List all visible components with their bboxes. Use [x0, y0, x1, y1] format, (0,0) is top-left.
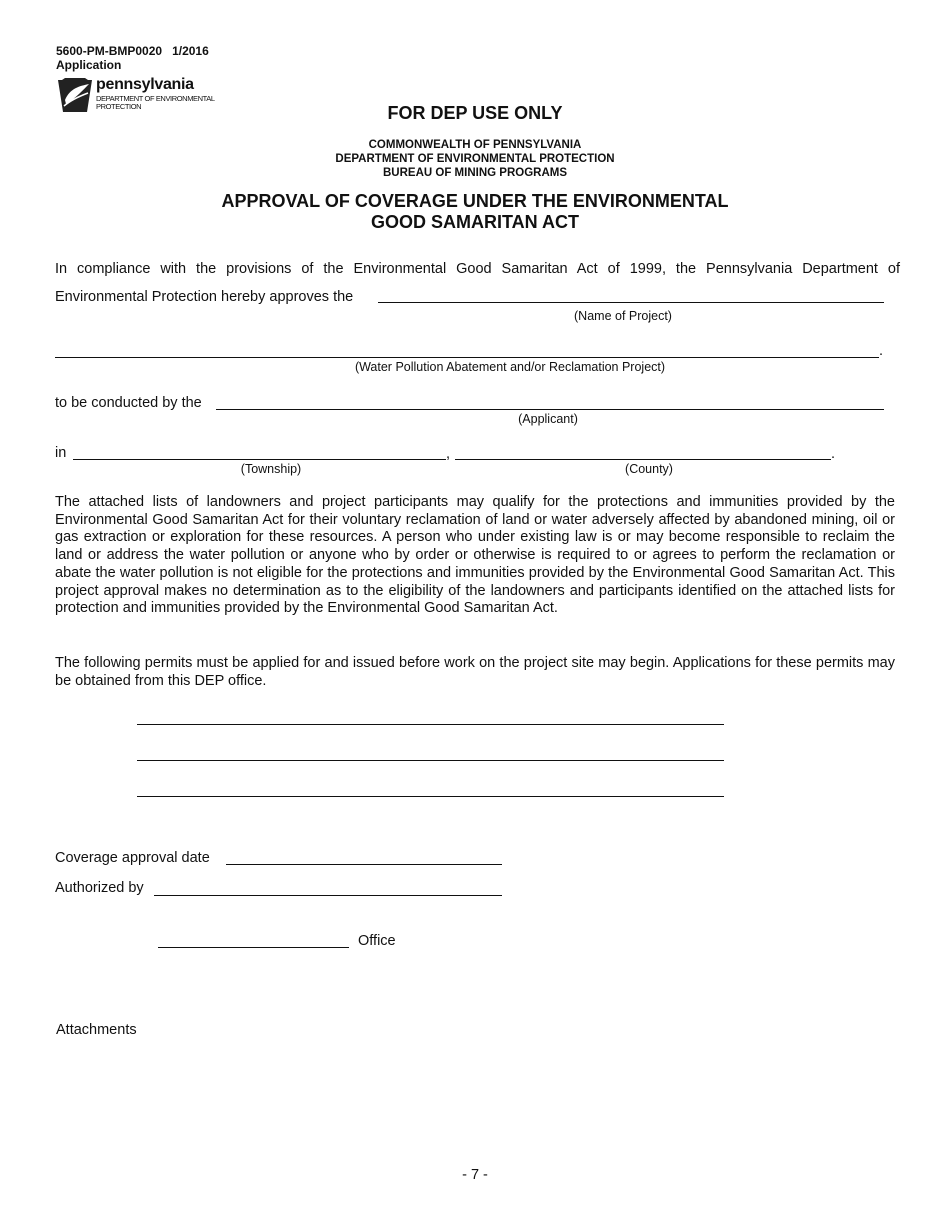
page-title [0, 191, 950, 233]
form-type: Application [56, 58, 122, 72]
county-period: . [831, 446, 836, 462]
in-label: in [55, 445, 67, 461]
form-code [56, 44, 209, 72]
agency-line2: DEPARTMENT OF ENVIRONMENTAL PROTECTION [335, 153, 615, 165]
agency-line1: COMMONWEALTH OF PENNSYLVANIA [368, 139, 582, 151]
logo-subtitle-line2: PROTECTION [96, 102, 142, 111]
county-field[interactable] [455, 459, 831, 460]
township-caption: (Township) [240, 462, 302, 476]
permit-line-3[interactable] [137, 796, 724, 797]
conducted-by-label: to be conducted by the [55, 395, 202, 411]
approval-date-field[interactable] [226, 864, 502, 865]
compliance-line1: In compliance with the provisions of the Environmental Good Samaritan Act of 1999, the Pennsylvania Department of [55, 261, 900, 277]
name-of-project-caption: (Name of Project) [574, 309, 672, 323]
form-date: 1/2016 [172, 44, 209, 58]
township-field[interactable] [73, 459, 446, 460]
agency-line3: BUREAU OF MINING PROGRAMS [383, 167, 567, 179]
page-number: - 7 - [462, 1167, 488, 1183]
permit-line-2[interactable] [137, 760, 724, 761]
authorized-by-field[interactable] [154, 895, 502, 896]
protections-paragraph: The attached lists of landowners and project participants may qualify for the protections and immunities provided by the Environmental Good Samaritan Act for their voluntary reclamation of land or water adversely affected by abandoned mining, oil or gas extraction or exploration for these resources. A person who under existing law is or may become responsible to reclaim the land or address the water pollution or anyone who by order or otherwise is required to or agrees to perform the reclamation or abate the water pollution is not eligible for the protections and immunities provided by the Environmental Good Samaritan Act. This project approval makes no determination as to the eligibility of the landowners and participants identified on the attached lists for protection and immunities provided by the Environmental Good Samaritan Act. [55, 494, 895, 617]
applicant-field[interactable] [216, 409, 884, 410]
dep-use-only-heading: FOR DEP USE ONLY [387, 103, 563, 123]
compliance-line2: Environmental Protection hereby approves the [55, 289, 354, 305]
title-line1: APPROVAL OF COVERAGE UNDER THE ENVIRONMENTAL [221, 191, 729, 211]
agency-block [0, 138, 950, 180]
county-caption: (County) [625, 462, 673, 476]
permits-paragraph: The following permits must be applied for and issued before work on the project site may begin. Applications for these permits may be obtained from this DEP office. [55, 655, 895, 689]
attachments-label: Attachments [56, 1022, 137, 1038]
office-field[interactable] [158, 947, 349, 948]
project-type-field[interactable] [55, 357, 879, 358]
township-comma: , [446, 446, 451, 462]
approval-date-label: Coverage approval date [55, 850, 210, 866]
authorized-by-label: Authorized by [55, 880, 144, 896]
applicant-caption: (Applicant) [518, 412, 578, 426]
form-number: 5600-PM-BMP0020 [56, 44, 163, 58]
project-type-caption: (Water Pollution Abatement and/or Reclamation Project) [354, 360, 666, 374]
project-type-period: . [879, 343, 884, 359]
logo-wordmark: pennsylvania [96, 76, 194, 93]
title-line2: GOOD SAMARITAN ACT [371, 212, 579, 232]
office-label: Office [358, 933, 396, 949]
name-of-project-field[interactable] [378, 302, 884, 303]
logo-subtitle-line1: DEPARTMENT OF ENVIRONMENTAL [96, 94, 215, 103]
permit-line-1[interactable] [137, 724, 724, 725]
